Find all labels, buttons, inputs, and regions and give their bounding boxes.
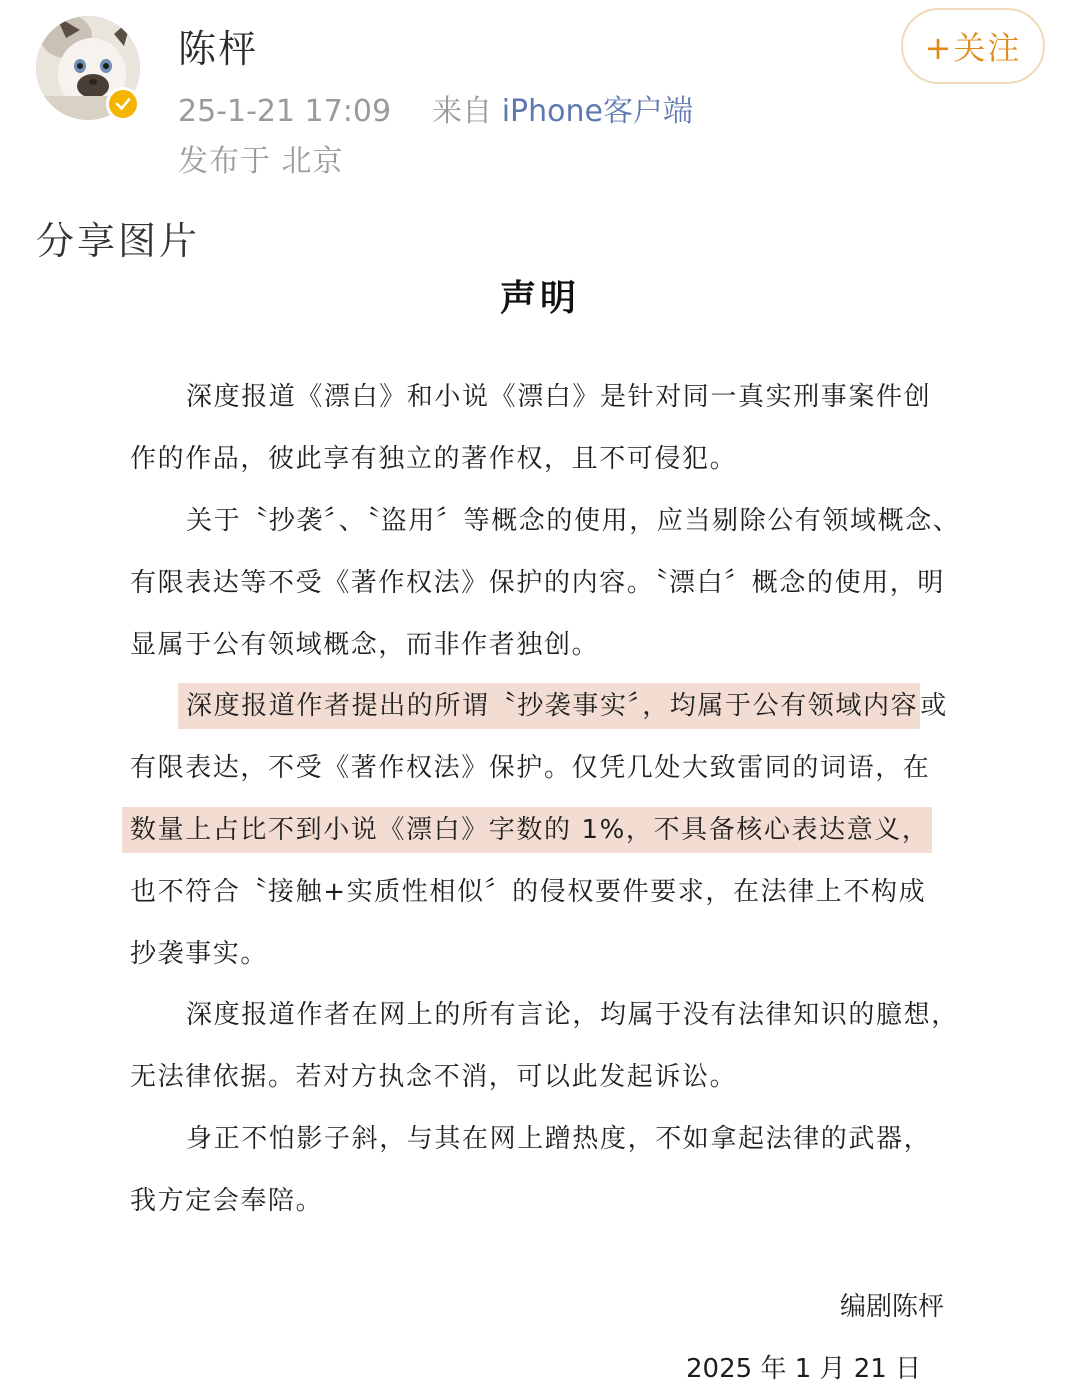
statement-line: 深度报道《漂白》和小说《漂白》是针对同一真实刑事案件创 bbox=[186, 382, 932, 412]
statement-line: 身正不怕影子斜，与其在网上蹭热度，不如拿起法律的武器， bbox=[186, 1124, 932, 1154]
statement-line: 有限表达，不受《著作权法》保护。仅凭几处大致雷同的词语，在 bbox=[130, 753, 931, 783]
statement-line-highlighted bbox=[122, 809, 932, 846]
post-timestamp: 25-1-21 17:09 bbox=[178, 94, 392, 129]
share-label: 分享图片 bbox=[36, 219, 201, 263]
username[interactable]: 陈枰 bbox=[178, 27, 259, 71]
source-prefix: 来自 bbox=[432, 94, 493, 129]
verified-check-icon bbox=[106, 87, 140, 121]
statement-line: 抄袭事实。 bbox=[130, 939, 269, 969]
post-meta bbox=[178, 86, 693, 130]
statement-line: 我方定会奉陪。 bbox=[130, 1186, 324, 1216]
post-location: 发布于 北京 bbox=[178, 144, 344, 179]
statement-line: 关于〝抄袭〞、〝盗用〞等概念的使用，应当剔除公有领域概念、 bbox=[186, 506, 961, 536]
statement-date: 2025 年 1 月 21 日 bbox=[686, 1354, 922, 1384]
post-header bbox=[0, 0, 1080, 200]
statement-line: 作的作品，彼此享有独立的著作权，且不可侵犯。 bbox=[130, 444, 738, 474]
highlighted-text: 深度报道作者提出的所谓〝抄袭事实〞，均属于公有领域内容 bbox=[178, 683, 920, 729]
statement-line: 无法律依据。若对方执念不消，可以此发起诉讼。 bbox=[130, 1062, 738, 1092]
statement-line-tail: 或 bbox=[920, 691, 948, 721]
follow-button[interactable]: +关注 bbox=[901, 8, 1045, 84]
source-client-link[interactable]: iPhone客户端 bbox=[501, 94, 693, 129]
statement-line: 深度报道作者在网上的所有言论，均属于没有法律知识的臆想， bbox=[186, 1000, 959, 1030]
statement-line-highlighted bbox=[178, 685, 948, 722]
statement-line: 显属于公有领域概念，而非作者独创。 bbox=[130, 630, 600, 660]
statement-title: 声明 bbox=[499, 278, 580, 319]
statement-signature: 编剧陈枰 bbox=[840, 1292, 945, 1322]
statement-line: 也不符合〝接触+实质性相似〞的侵权要件要求，在法律上不构成 bbox=[130, 877, 927, 907]
highlighted-text: 数量上占比不到小说《漂白》字数的 1%，不具备核心表达意义， bbox=[122, 807, 932, 853]
statement-line: 有限表达等不受《著作权法》保护的内容。〝漂白〞概念的使用，明 bbox=[130, 568, 946, 598]
